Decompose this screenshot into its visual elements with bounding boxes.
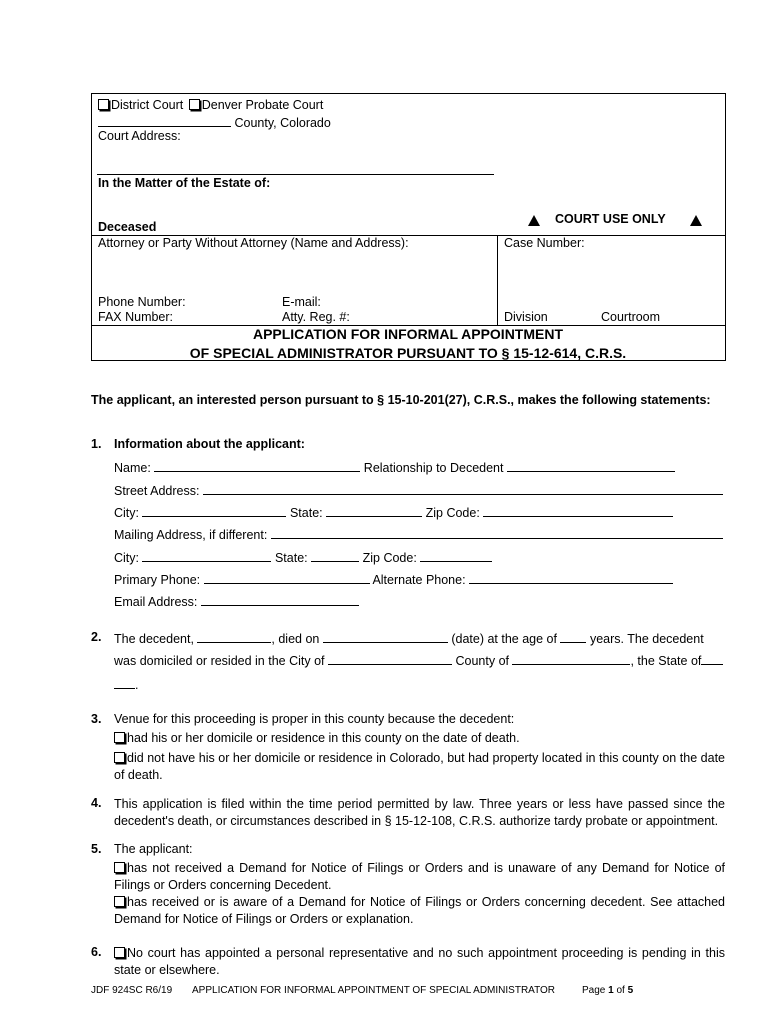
zip-label: Zip Code: bbox=[425, 506, 480, 520]
city2-label: City: bbox=[114, 551, 139, 565]
has-demand-text: has received or is aware of a Demand for Notice of Filings or Orders concerning decedent. See attached Demand for Notice of Filings or Orders or explanation. bbox=[114, 895, 725, 926]
state-field[interactable] bbox=[326, 504, 422, 517]
denver-probate-checkbox[interactable] bbox=[189, 99, 200, 110]
domicile-state-field[interactable] bbox=[701, 652, 723, 665]
zip2-label: Zip Code: bbox=[362, 551, 417, 565]
venue-domicile-checkbox[interactable] bbox=[114, 732, 125, 743]
died-on-text: , died on bbox=[271, 632, 320, 646]
no-appointment-checkbox[interactable] bbox=[114, 947, 125, 958]
section6-number: 6. bbox=[91, 945, 102, 959]
case-number-label: Case Number: bbox=[504, 236, 585, 250]
zip-field[interactable] bbox=[483, 504, 673, 517]
decedent-text: The decedent, bbox=[114, 632, 194, 646]
domicile-city-field[interactable] bbox=[328, 652, 452, 665]
no-demand-checkbox[interactable] bbox=[114, 862, 125, 873]
alt-phone-label: Alternate Phone: bbox=[372, 573, 466, 587]
state2-label: State: bbox=[274, 551, 308, 565]
period-text: . bbox=[135, 678, 139, 692]
state2-field[interactable] bbox=[311, 549, 359, 562]
form-title-line2: OF SPECIAL ADMINISTRATOR PURSUANT TO § 15-12-614, C.R.S. bbox=[189, 345, 627, 361]
section2-number: 2. bbox=[91, 630, 102, 644]
footer-page-of: of bbox=[616, 985, 625, 996]
section3-number: 3. bbox=[91, 712, 102, 726]
decedent-name-field[interactable] bbox=[197, 630, 271, 643]
court-use-arrow-left-icon bbox=[528, 215, 540, 226]
courtroom-label: Courtroom bbox=[601, 310, 661, 324]
name-label: Name: bbox=[114, 461, 151, 475]
form-title-line1: APPLICATION FOR INFORMAL APPOINTMENT bbox=[252, 326, 564, 342]
matter-of-label: In the Matter of the Estate of: bbox=[98, 176, 271, 190]
domiciled-text: was domiciled or resided in the City of bbox=[114, 654, 325, 668]
domicile-state-field-cont[interactable] bbox=[114, 676, 135, 689]
court-use-arrow-right-icon bbox=[690, 215, 702, 226]
zip2-field[interactable] bbox=[420, 549, 492, 562]
death-date-field[interactable] bbox=[323, 630, 448, 643]
email-label: E-mail: bbox=[282, 295, 321, 309]
mailing-label: Mailing Address, if different: bbox=[114, 528, 268, 542]
deceased-label: Deceased bbox=[98, 220, 157, 234]
city-field[interactable] bbox=[142, 504, 286, 517]
applicant-text: The applicant: bbox=[114, 842, 193, 856]
street-label: Street Address: bbox=[114, 484, 200, 498]
no-appointment-text: No court has appointed a personal representative and no such appointment proceeding is pending in this state or elsewhere. bbox=[114, 946, 725, 977]
email-address-field[interactable] bbox=[201, 593, 359, 606]
footer-page-prefix: Page bbox=[582, 985, 606, 996]
years-text: years. The decedent bbox=[589, 632, 704, 646]
domicile-county-field[interactable] bbox=[512, 652, 630, 665]
venue-domicile-text: had his or her domicile or residence in this county on the date of death. bbox=[127, 731, 520, 745]
has-demand-checkbox[interactable] bbox=[114, 896, 125, 907]
denver-probate-label: Denver Probate Court bbox=[201, 98, 324, 112]
court-use-only-label: COURT USE ONLY bbox=[555, 212, 666, 226]
atty-reg-label: Atty. Reg. #: bbox=[282, 310, 350, 324]
county-colorado-label: County, Colorado bbox=[234, 116, 331, 130]
primary-phone-field[interactable] bbox=[204, 571, 370, 584]
venue-property-text: did not have his or her domicile or residence in Colorado, but had property located in this county on the date of death. bbox=[114, 751, 725, 782]
division-label: Division bbox=[504, 310, 548, 324]
matter-underline bbox=[97, 174, 494, 175]
timeliness-text: This application is filed within the time period permitted by law. Three years or less have passed since the decedent's death, or circumstances described in § 15-12-108, C.R.S. authorize tardy probate or appointment. bbox=[114, 797, 725, 828]
district-court-checkbox[interactable] bbox=[98, 99, 109, 110]
county-of-text: County of bbox=[455, 654, 509, 668]
phone-label: Phone Number: bbox=[98, 295, 186, 309]
section5-number: 5. bbox=[91, 842, 102, 856]
district-court-label: District Court bbox=[111, 98, 184, 112]
email-address-label: Email Address: bbox=[114, 595, 198, 609]
court-address-label: Court Address: bbox=[98, 129, 181, 143]
primary-phone-label: Primary Phone: bbox=[114, 573, 201, 587]
footer-page-total: 5 bbox=[627, 985, 634, 996]
state-of-text: , the State of bbox=[630, 654, 702, 668]
footer-form-title: APPLICATION FOR INFORMAL APPOINTMENT OF SPECIAL ADMINISTRATOR bbox=[192, 985, 556, 996]
relationship-field[interactable] bbox=[507, 459, 675, 472]
venue-text: Venue for this proceeding is proper in this county because the decedent: bbox=[114, 712, 515, 726]
age-field[interactable] bbox=[560, 630, 586, 643]
alt-phone-field[interactable] bbox=[469, 571, 673, 584]
fax-label: FAX Number: bbox=[98, 310, 174, 324]
intro-statement: The applicant, an interested person pursuant to § 15-10-201(27), C.R.S., makes the following statements: bbox=[91, 393, 711, 407]
attorney-label: Attorney or Party Without Attorney (Name and Address): bbox=[98, 236, 409, 250]
city-label: City: bbox=[114, 506, 139, 520]
state-label: State: bbox=[289, 506, 323, 520]
street-field[interactable] bbox=[203, 482, 723, 495]
section1-number: 1. bbox=[91, 437, 102, 451]
relationship-label: Relationship to Decedent bbox=[363, 461, 504, 475]
mailing-field[interactable] bbox=[271, 526, 723, 539]
venue-property-checkbox[interactable] bbox=[114, 752, 125, 763]
no-demand-text: has not received a Demand for Notice of Filings or Orders and is unaware of any Demand for Notice of Filings or Orders concerning Decedent. bbox=[114, 861, 725, 892]
county-field[interactable] bbox=[98, 114, 231, 127]
name-field[interactable] bbox=[154, 459, 360, 472]
footer-form-id: JDF 924SC R6/19 bbox=[91, 985, 173, 996]
age-text: (date) at the age of bbox=[451, 632, 557, 646]
city2-field[interactable] bbox=[142, 549, 271, 562]
caption-divider bbox=[497, 235, 498, 325]
footer-page-number: 1 bbox=[608, 985, 614, 996]
section1-heading: Information about the applicant: bbox=[114, 437, 305, 451]
section4-number: 4. bbox=[91, 796, 102, 810]
